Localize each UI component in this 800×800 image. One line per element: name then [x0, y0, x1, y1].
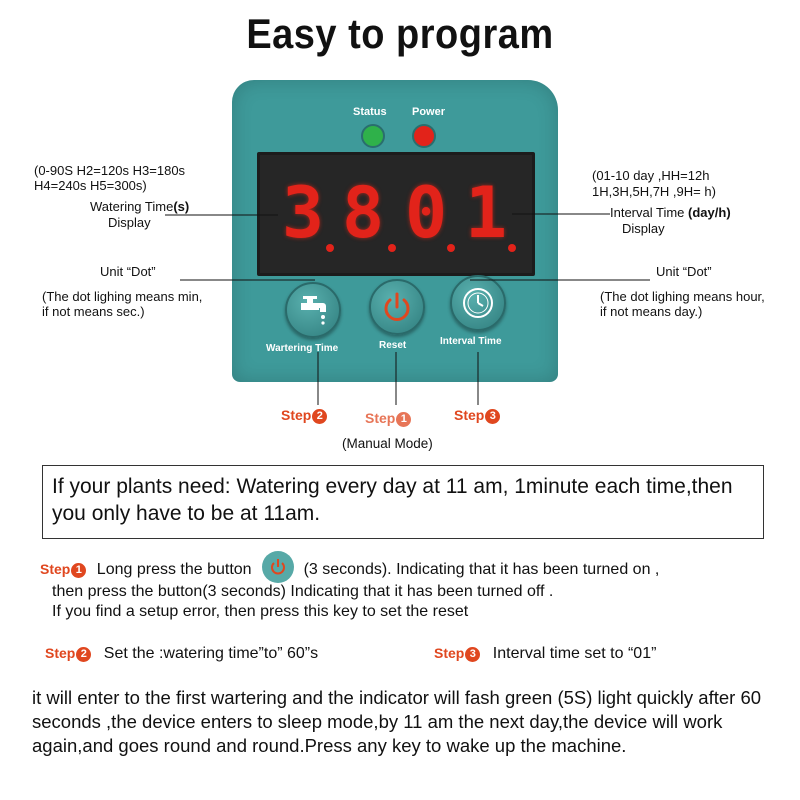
step-3-instructions — [434, 643, 656, 664]
display-digit-1: 3 — [282, 172, 325, 254]
page-title: Easy to program — [246, 11, 554, 59]
step-word: Step — [434, 645, 465, 661]
power-label: Power — [412, 106, 446, 118]
watering-display-label: Watering Time — [90, 199, 174, 214]
step-3-badge — [434, 645, 480, 661]
step-number: 3 — [465, 647, 480, 662]
step-2-marker — [281, 407, 327, 424]
display-digit-2: 8 — [342, 172, 385, 254]
unit-dot-left-label: Unit “Dot” — [100, 264, 156, 279]
manual-mode-label: (Manual Mode) — [342, 436, 433, 451]
status-label: Status — [353, 106, 387, 118]
interval-display-label: Interval Time — [610, 205, 689, 220]
step-3-text: Interval time set to “01” — [492, 645, 657, 662]
display-digit-3: 0 — [405, 172, 448, 254]
interval-display-unit: (day/h) — [688, 205, 731, 220]
step-2-text: Set the :watering time”to” 60”s — [103, 645, 319, 662]
scenario-text: If your plants need: Watering every day at 11 am, 1minute each time,then you only have to be at 11am. — [52, 475, 733, 525]
unit-dot-right-label: Unit “Dot” — [656, 264, 712, 279]
step-word: Step — [281, 407, 312, 423]
step-number: 1 — [71, 563, 86, 578]
power-icon — [262, 551, 294, 583]
watering-display-label-2: Display — [108, 215, 151, 230]
watering-display-unit: (s) — [173, 199, 190, 214]
step-1-text-line3: If you find a setup error, then press this key to set the reset — [52, 603, 469, 620]
interval-range-text-2: 1H,3H,5H,7H ,9H= h) — [592, 184, 716, 199]
step-1-marker — [365, 410, 411, 427]
step-1-badge — [40, 561, 86, 577]
final-paragraph: it will enter to the first wartering and the indicator will fash green (5S) light quickly after 60 seconds ,the device enters to sleep mode,by 11 am the next day,the device will work again,and goes round and round.Press any key to wake up the machine. — [32, 687, 762, 756]
step-number: 2 — [76, 647, 91, 662]
step-word: Step — [45, 645, 76, 661]
step-word: Step — [454, 407, 485, 423]
unit-dot-left-desc-1: (The dot lighing means min, — [42, 289, 203, 304]
step-word: Step — [365, 410, 396, 426]
step-1-text-line2: then press the button(3 seconds) Indicating that it has been turned off . — [52, 583, 554, 600]
step-number: 3 — [485, 409, 500, 424]
watering-range-text-2: H4=240s H5=300s) — [34, 178, 147, 193]
unit-dot-right-desc-2: if not means day.) — [600, 304, 703, 319]
step-number: 2 — [312, 409, 327, 424]
reset-button-label: Reset — [379, 340, 407, 351]
step-1-text-a: Long press the button — [96, 561, 252, 579]
step-2-instructions — [45, 643, 318, 664]
interval-range-text-1: (01-10 day ,HH=12h — [592, 168, 710, 183]
step-1-text-b: (3 seconds). Indicating that it has been turned on , — [303, 561, 660, 579]
step-3-marker — [454, 407, 500, 424]
unit-dot-right-desc-1: (The dot lighing means hour, — [600, 289, 765, 304]
step-number: 1 — [396, 412, 411, 427]
step-1-instructions — [40, 554, 790, 622]
interval-display-label-2: Display — [622, 221, 665, 236]
unit-dot-left-desc-2: if not means sec.) — [42, 304, 145, 319]
interval-time-button-label: Interval Time — [440, 336, 502, 347]
reset-button-inline — [262, 551, 294, 583]
step-2-badge — [45, 645, 91, 661]
watering-range-text-1: (0-90S H2=120s H3=180s — [34, 163, 186, 178]
display-digit-4: 1 — [465, 172, 508, 254]
watering-time-button-label: Wartering Time — [266, 343, 339, 354]
step-word: Step — [40, 561, 71, 578]
